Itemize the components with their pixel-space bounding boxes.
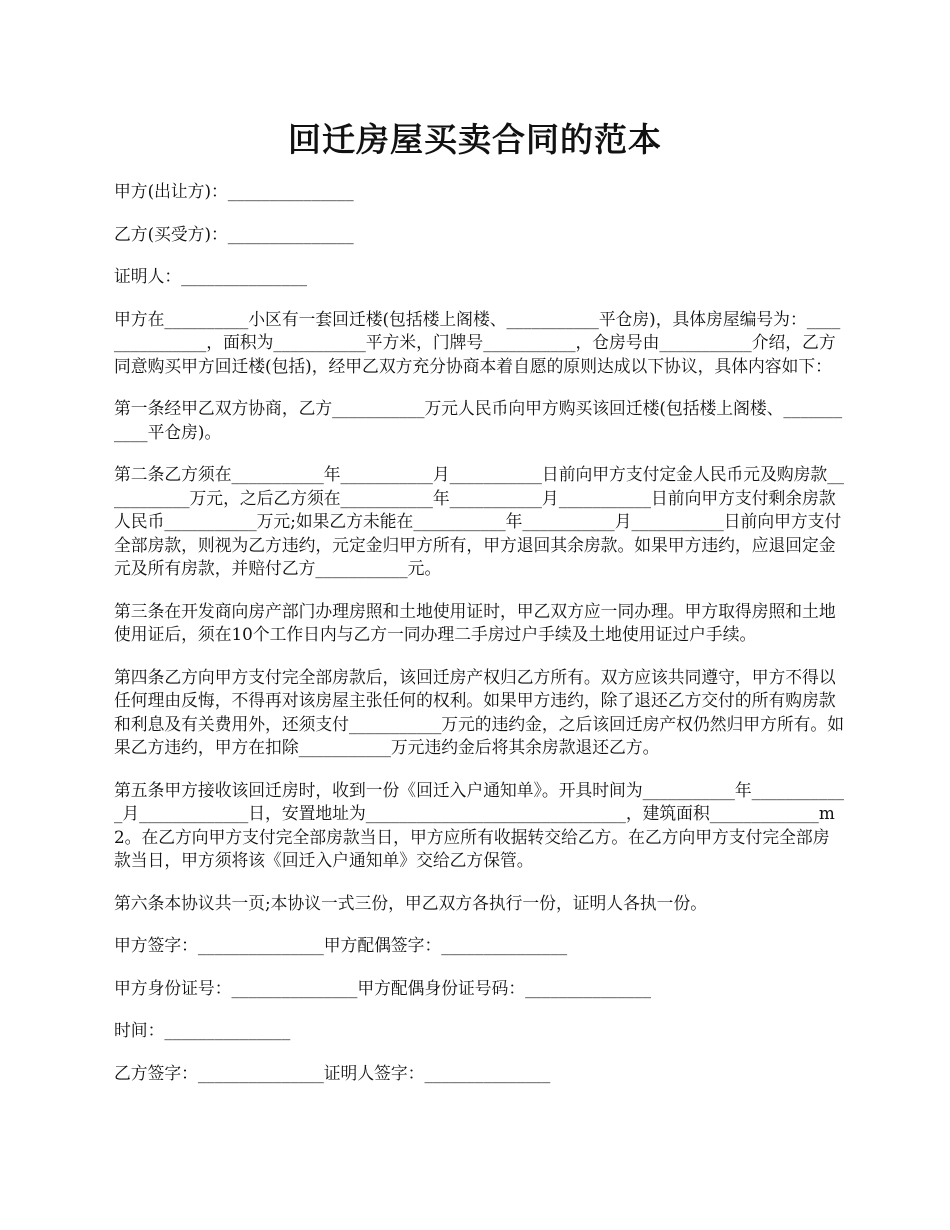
article-4: 第四条乙方向甲方支付完全部房款后，该回迁房产权归乙方所有。双方应该共同遵守，甲方不得以任何理由反悔，不得再对该房屋主张任何的权利。如果甲方违约，除了退还乙方交付的所有购房款和利息及有关费用外，还须支付___________万元的违约金，之后该回迁房产权仍然归甲方所有。如果乙方违约，甲方在扣除___________万元违约金后将其余房款退还乙方。	[114, 666, 844, 757]
article-1: 第一条经甲乙双方协商，乙方___________万元人民币向甲方购买该回迁楼(包括楼上阁楼、___________平仓房)。	[114, 398, 843, 442]
id-number-line: 甲方身份证号：_______________甲方配偶身份证号码：_______________	[114, 977, 652, 998]
signature-party-a-line: 甲方签字：_______________甲方配偶签字：_______________	[114, 935, 568, 955]
article-3: 第三条在开发商向房产部门办理房照和土地使用证时，甲乙双方应一同办理。甲方取得房照和土地使用证后，须在10个工作日内与乙方一同办理二手房过户手续及土地使用证过户手续。	[114, 600, 836, 644]
signature-party-b-line: 乙方签字：_______________证明人签字：_______________	[114, 1062, 551, 1083]
party-a-line: 甲方(出让方)：_______________	[114, 181, 354, 201]
article-5: 第五条甲方接收该回迁房时，收到一份《回迁入户通知单》。开具时间为___________年____________月_____________日，安置地址为_______________________________，建筑面积_____________m2。在乙方向甲方支付完全部房款当日，甲方应所有收据转交给乙方。在乙方向甲方支付完全部房款当日，甲方须将该《回迁入户通知单》交给乙方保管。	[114, 779, 844, 870]
document-body	[114, 180, 844, 1104]
witness-line: 证明人：_______________	[114, 266, 307, 286]
article-6: 第六条本协议共一页;本协议一式三份，甲乙双方各执行一份，证明人各执一份。	[114, 892, 708, 913]
party-b-line: 乙方(买受方)：_______________	[114, 223, 354, 244]
article-2: 第二条乙方须在___________年___________月___________日前向甲方支付定金人民币元及购房款___________万元，之后乙方须在___________年___________月___________日前向甲方支付剩余房款人民币___________万元;如果乙方未能在___________年___________月___________日前向甲方支付全部房款，则视为乙方违约，元定金归甲方所有，甲方退回其余房款。如果甲方违约，应退回定金元及所有房款，并赔付乙方___________元。	[114, 464, 844, 578]
document-title: 回迁房屋买卖合同的范本	[288, 120, 662, 159]
preamble-paragraph: 甲方在__________小区有一套回迁楼(包括楼上阁楼、___________平仓房)，具体房屋编号为：_______________，面积为___________平方米，门牌号___________，仓房号由___________介绍，乙方同意购买甲方回迁楼(包括)，经甲乙双方充分协商本着自愿的原则达成以下协议，具体内容如下：	[114, 308, 841, 376]
date-line: 时间：_______________	[114, 1020, 291, 1040]
